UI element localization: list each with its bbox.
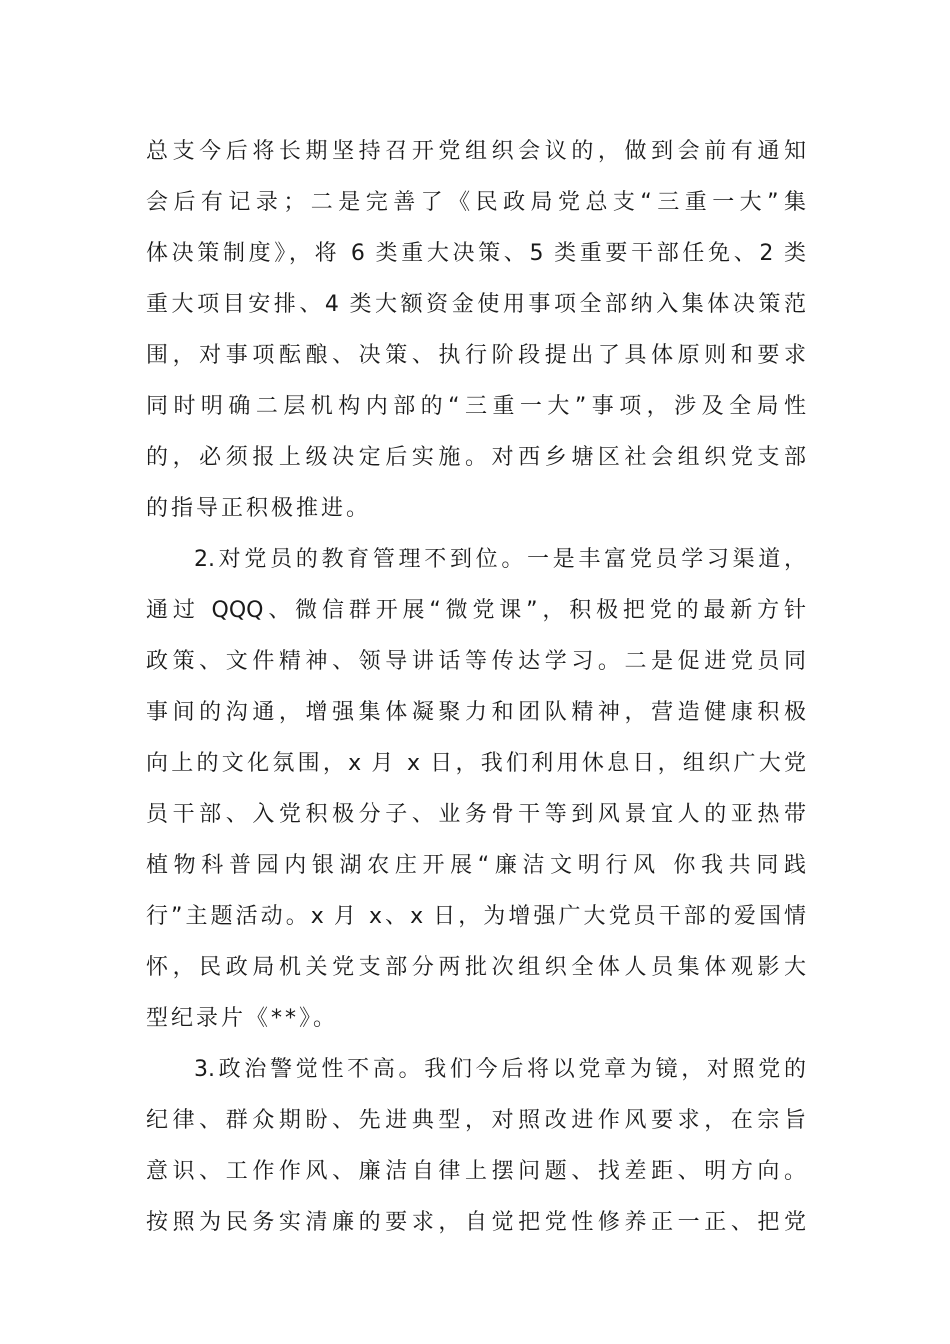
text-line: 重大项目安排、4 类大额资金使用事项全部纳入集体决策范	[146, 292, 806, 317]
text-line: 行”主题活动。x 月 x、x 日，为增强广大党员干部的爱国情	[146, 904, 806, 929]
text-line: 向上的文化氛围，x 月 x 日，我们利用休息日，组织广大党	[146, 751, 806, 776]
text-line: 会后有记录；二是完善了《民政局党总支“三重一大”集	[146, 190, 806, 215]
paragraph-1	[146, 126, 806, 534]
text-line: 体决策制度》，将 6 类重大决策、5 类重要干部任免、2 类	[146, 241, 806, 266]
document-body	[146, 126, 806, 1248]
text-line: 按照为民务实清廉的要求，自觉把党性修养正一正、把党	[146, 1210, 806, 1235]
text-line: 员干部、入党积极分子、业务骨干等到风景宜人的亚热带	[146, 802, 806, 827]
text-line: 事间的沟通，增强集体凝聚力和团队精神，营造健康积极	[146, 700, 806, 725]
text-line: 3.政治警觉性不高。我们今后将以党章为镜，对照党的	[194, 1057, 806, 1082]
text-line: 2.对党员的教育管理不到位。一是丰富党员学习渠道，	[194, 547, 806, 572]
text-line: 植物科普园内银湖农庄开展“廉洁文明行风 你我共同践	[146, 853, 806, 878]
text-line: 的，必须报上级决定后实施。对西乡塘区社会组织党支部	[146, 445, 806, 470]
text-line: 怀，民政局机关党支部分两批次组织全体人员集体观影大	[146, 955, 806, 980]
text-line: 型纪录片《**》。	[146, 1006, 339, 1031]
text-line: 的指导正积极推进。	[146, 496, 372, 521]
paragraph-2	[146, 534, 806, 1044]
paragraph-3	[146, 1044, 806, 1248]
text-line: 同时明确二层机构内部的“三重一大”事项，涉及全局性	[146, 394, 806, 419]
text-line: 意识、工作作风、廉洁自律上摆问题、找差距、明方向。	[146, 1159, 806, 1184]
text-line: 通过 QQQ、微信群开展“微党课”，积极把党的最新方针	[146, 598, 806, 623]
text-line: 总支今后将长期坚持召开党组织会议的，做到会前有通知	[146, 139, 806, 164]
text-line: 政策、文件精神、领导讲话等传达学习。二是促进党员同	[146, 649, 806, 674]
text-line: 纪律、群众期盼、先进典型，对照改进作风要求，在宗旨	[146, 1108, 806, 1133]
text-line: 围，对事项酝酿、决策、执行阶段提出了具体原则和要求	[146, 343, 806, 368]
